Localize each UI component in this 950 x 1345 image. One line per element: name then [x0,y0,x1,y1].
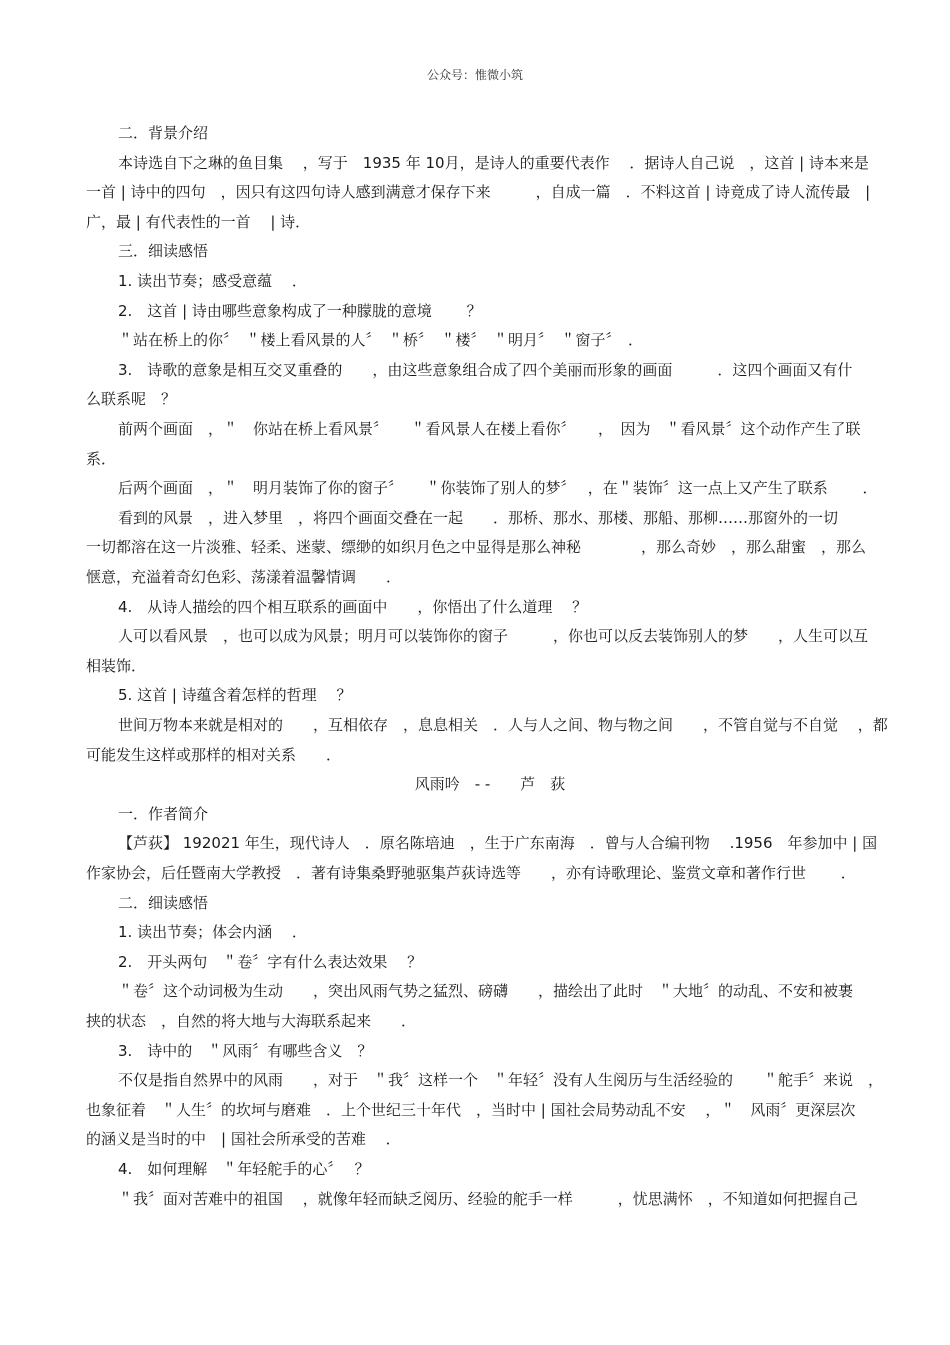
text-line: ＂卷〞这个动词极为生动 ，突出风雨气势之猛烈、磅礴 ，描绘出了此时 ＂大地〞的动乱、不安和被裹 [118,982,854,1000]
text-line: 3. 诗中的 ＂风雨〞有哪些含义 ？ [118,1042,373,1060]
text-line: 1. 读出节奏；感受意蕴 ． [118,272,307,290]
text-line: 可能发生这样或那样的相对关系 ． [86,746,342,764]
section-title: 风雨吟 - - 芦 荻 [414,775,566,793]
text-line: 看到的风景 ，进入梦里 ，将四个画面交叠在一起 ．那桥、那水、那楼、那船、那柳……那窗外的一切 [118,509,839,527]
text-line: 5. 这首 | 诗蕴含着怎样的哲理 ？ [118,686,352,704]
text-line: 相装饰． [86,657,147,675]
text-line: 的涵义是当时的中 | 国社会所承受的苦难 ． [86,1130,401,1148]
text-line: 二．细读感悟 [118,894,209,912]
text-line: 本诗选自下之琳的鱼目集 ，写于 1935 年 10月，是诗人的重要代表作 ．据诗人自己说 ，这首 | 诗本来是 [118,154,869,172]
text-line: 2. 开头两句 ＂卷〞字有什么表达效果 ？ [118,953,423,971]
text-line: 后两个画面 ，＂ 明月装饰了你的窗子〞 ＂你装饰了别人的梦〞 ，在＂装饰〞这一点上又产生了联系 ． [118,479,878,497]
text-line: 三．细读感悟 [118,242,209,260]
text-line: 系． [86,450,117,468]
text-line: 不仅是指自然界中的风雨 ，对于 ＂我〞这样一个 ＂年轻〞没有人生阅历与生活经验的 ＂舵手〞来说 ， [118,1071,884,1089]
text-line: 4. 从诗人描绘的四个相互联系的画面中 ，你悟出了什么道理 ？ [118,598,588,616]
text-line: 世间万物本来就是相对的 ，互相依存 ，息息相关 ．人与人之间、物与物之间 ，不管自觉与不自觉 ，都 [118,716,888,734]
text-line: 一切都溶在这一片淡雅、轻柔、迷蒙、缥缈的如织月色之中显得是那么神秘 ，那么奇妙 ，那么甜蜜 ，那么 [86,538,867,556]
text-line: 2. 这首 | 诗由哪些意象构成了一种朦胧的意境 ？ [118,302,482,320]
page-header: 公众号：惟微小筑 [426,68,523,82]
text-line: 二．背景介绍 [118,124,209,142]
text-line: 挟的状态 ，自然的将大地与大海联系起来 ． [86,1012,417,1030]
text-line: 一首 | 诗中的四句 ，因只有这四句诗人感到满意才保存下来 ，自成一篇 ．不料这首 | 诗竟成了诗人流传最 | [86,183,871,201]
text-line: 3. 诗歌的意象是相互交叉重叠的 ，由这些意象组合成了四个美丽而形象的画面 ．这四个画面又有什 [118,361,853,379]
text-line: 广，最 | 有代表性的一首 | 诗． [86,213,311,231]
text-line: 也象征着 ＂人生〞的坎坷与磨难 ．上个世纪三十年代 ，当时中 | 国社会局势动乱不安 ，＂ 风雨〞更深层次 [86,1101,856,1119]
text-line: 4. 如何理解 ＂年轻舵手的心〞 ？ [118,1160,370,1178]
text-line: 【芦荻】 192021 年生，现代诗人 ．原名陈培迪 ，生于广东南海 ．曾与人合编刊物 .1956 年参加中 | 国 [118,834,878,852]
text-line: 1. 读出节奏；体会内涵 ． [118,923,307,941]
text-line: 前两个画面 ，＂ 你站在桥上看风景〞 ＂看风景人在楼上看你〞 ， 因为 ＂看风景〞这个动作产生了联 [118,420,861,438]
text-line: 人可以看风景 ，也可以成为风景；明月可以装饰你的窗子 ，你也可以反去装饰别人的梦 ，人生可以互 [118,627,869,645]
text-line: 一．作者简介 [118,805,209,823]
text-line: 惬意，充溢着奇幻色彩、荡漾着温馨情调 ． [86,568,402,586]
text-line: 作家协会，后任暨南大学教授 ．著有诗集桑野驰驱集芦荻诗选等 ，亦有诗歌理论、鉴赏文章和著作行世 ． [86,864,856,882]
text-line: 么联系呢 ？ [86,390,177,408]
text-line: ＂站在桥上的你〞 ＂楼上看风景的人〞 ＂桥〞 ＂楼〞 ＂明月〞 ＂窗子〞 ． [118,331,644,349]
text-line: ＂我〞面对苦难中的祖国 ，就像年轻而缺乏阅历、经验的舵手一样 ，忧思满怀 ，不知道如何把握自己 [118,1190,858,1208]
